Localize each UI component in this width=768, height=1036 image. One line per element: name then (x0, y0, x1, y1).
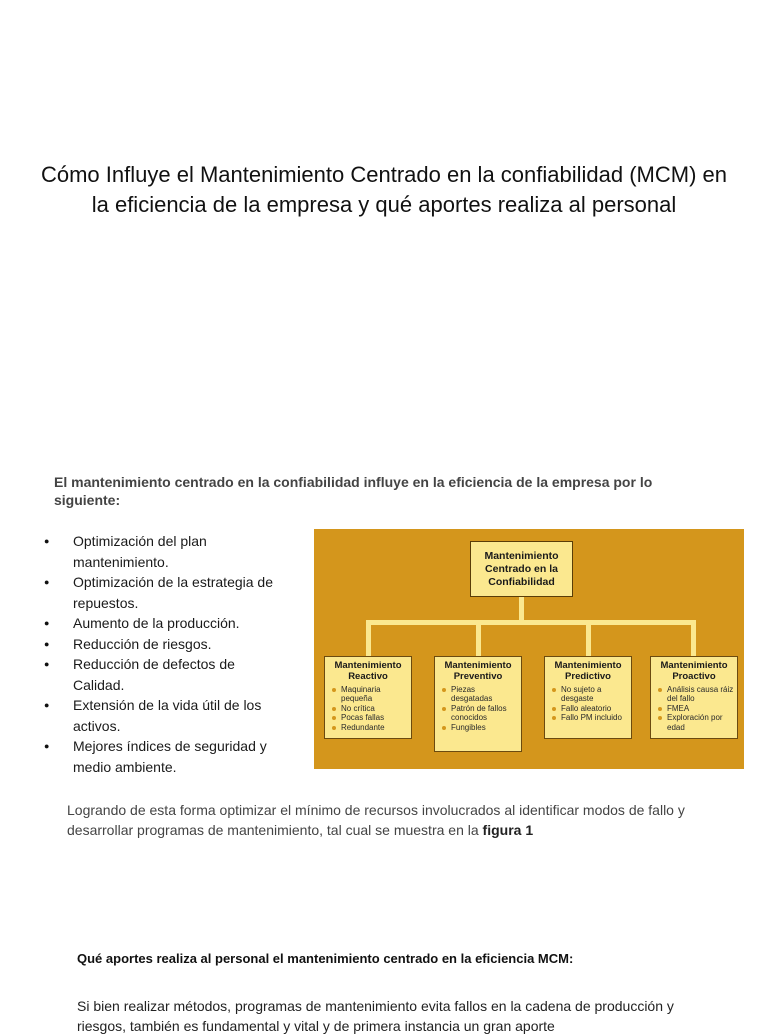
connector-horizontal-bar (366, 620, 696, 625)
body-paragraph: Si bien realizar métodos, programas de mantenimiento evita fallos en la cadena de producción y riesgos, también es fundamental y vital y de primera instancia un gran aporte (77, 998, 674, 1034)
list-item: ● Reducción de riesgos. (44, 634, 284, 655)
node-item: Fungibles (438, 723, 518, 732)
diagram-node-predictivo (544, 656, 632, 739)
figure-reference: figura 1 (482, 822, 534, 838)
list-item: ● Optimización de la estrategia de repuestos. (44, 572, 284, 613)
diagram-root-node: Mantenimiento Centrado en la Confiabilidad (470, 541, 573, 597)
node-item: Piezas desgatadas (438, 685, 518, 704)
node-title: Mantenimiento Proactivo (660, 660, 728, 682)
node-item: Patrón de fallos conocidos (438, 704, 518, 723)
node-item: No crítica (328, 704, 408, 713)
node-title: Mantenimiento Predictivo (554, 660, 622, 682)
connector-child-4 (691, 620, 696, 656)
node-title: Mantenimiento Reactivo (334, 660, 402, 682)
list-item: ● Reducción de defectos de Calidad. (44, 654, 284, 695)
node-item: Fallo PM incluido (548, 713, 628, 722)
diagram-node-preventivo (434, 656, 522, 752)
node-item: Exploración por edad (654, 713, 734, 732)
list-item: ● Optimización del plan mantenimiento. (44, 531, 284, 572)
list-item: ● Aumento de la producción. (44, 613, 284, 634)
node-item: Maquinaria pequeña (328, 685, 408, 704)
node-item: Fallo aleatorio (548, 704, 628, 713)
node-title: Mantenimiento Preventivo (444, 660, 512, 682)
benefits-list (44, 531, 284, 777)
mcm-hierarchy-diagram (314, 529, 744, 769)
connector-child-2 (476, 620, 481, 656)
caption-text: Logrando de esta forma optimizar el mínimo de recursos involucrados al identificar modos de fallo y desarrollar programas de mantenimiento, tal cual se muestra en la (67, 802, 685, 838)
node-item: Pocas fallas (328, 713, 408, 722)
connector-child-3 (586, 620, 591, 656)
list-item: ● Mejores índices de seguridad y medio ambiente. (44, 736, 284, 777)
node-item: Análisis causa ráiz del fallo (654, 685, 734, 704)
figure-caption-paragraph (67, 800, 717, 840)
document-title: Cómo Influye el Mantenimiento Centrado en la confiabilidad (MCM) en la eficiencia de la empresa y qué aportes realiza al personal (40, 162, 727, 217)
list-item: ● Extensión de la vida útil de los activos. (44, 695, 284, 736)
diagram-node-proactivo (650, 656, 738, 739)
node-item: Redundante (328, 723, 408, 732)
node-item: No sujeto a desgaste (548, 685, 628, 704)
intro-paragraph: El mantenimiento centrado en la confiabilidad influye en la eficiencia de la empresa por lo siguiente: (54, 474, 653, 508)
diagram-node-reactivo (324, 656, 412, 739)
node-item: FMEA (654, 704, 734, 713)
section-heading: Qué aportes realiza al personal el mantenimiento centrado en la eficiencia MCM: (77, 951, 574, 966)
connector-child-1 (366, 620, 371, 656)
